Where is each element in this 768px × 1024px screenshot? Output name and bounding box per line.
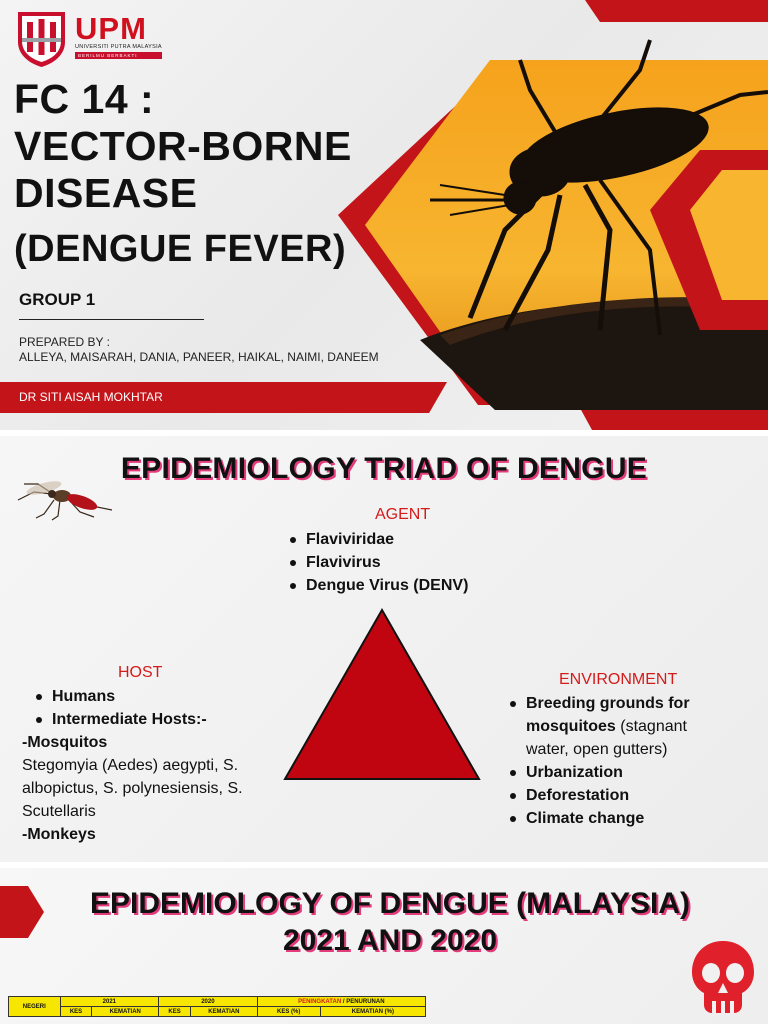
table-row bbox=[9, 1007, 426, 1017]
environment-label: ENVIRONMENT bbox=[559, 671, 678, 688]
mosquito-species: Stegomyia (Aedes) aegypti, S. albopictus, S. polynesiensis, S. Scutellaris bbox=[22, 757, 243, 820]
university-motto: BERILMU BERBAKTI bbox=[75, 52, 162, 59]
prepared-by-label: PREPARED BY : bbox=[19, 335, 110, 349]
triad-panel bbox=[0, 436, 768, 862]
cover-panel bbox=[0, 0, 768, 430]
year-2021-header: 2021 bbox=[60, 997, 159, 1007]
kematian-2021-header: KEMATIAN bbox=[92, 1007, 159, 1017]
lecturer-name: DR SITI AISAH MOKHTAR bbox=[19, 390, 163, 404]
table-row bbox=[9, 997, 426, 1007]
university-name: UNIVERSITI PUTRA MALAYSIA bbox=[75, 44, 162, 50]
malaysia-panel bbox=[0, 868, 768, 1024]
title-line-3: DISEASE bbox=[14, 170, 198, 216]
list-item: Dengue Virus (DENV) bbox=[286, 574, 468, 597]
skull-icon bbox=[690, 939, 756, 1015]
agent-label: AGENT bbox=[375, 506, 431, 523]
list-item: Humans bbox=[32, 685, 207, 708]
triad-triangle bbox=[282, 608, 482, 782]
list-item: Climate change bbox=[506, 807, 726, 830]
list-item bbox=[506, 692, 726, 761]
monkeys-heading: -Monkeys bbox=[22, 826, 96, 843]
breeding-grounds: Breeding grounds for mosquitoes bbox=[526, 695, 690, 735]
topic-subtitle: (DENGUE FEVER) bbox=[14, 228, 347, 270]
list-item: Deforestation bbox=[506, 784, 726, 807]
breeding-grounds-detail: (stagnant water, open gutters) bbox=[526, 718, 687, 758]
dengue-cases-table bbox=[8, 996, 426, 1017]
kes-2021-header: KES bbox=[60, 1007, 92, 1017]
group-label: GROUP 1 bbox=[19, 290, 96, 309]
upm-crest-icon bbox=[14, 8, 69, 68]
malaysia-title-line-1: EPIDEMIOLOGY OF DENGUE (MALAYSIA) bbox=[89, 887, 691, 920]
title-line-1: FC 14 : bbox=[14, 76, 155, 122]
year-2020-header: 2020 bbox=[159, 997, 258, 1007]
arrow-accent-icon bbox=[0, 886, 44, 938]
kes-pct-header: KES (%) bbox=[257, 1007, 320, 1017]
mosquitos-heading: -Mosquitos bbox=[22, 734, 108, 751]
list-item: Intermediate Hosts:- bbox=[32, 708, 207, 731]
course-title bbox=[14, 76, 352, 217]
list-item: Flavivirus bbox=[286, 551, 468, 574]
kematian-pct-header: KEMATIAN (%) bbox=[320, 1007, 425, 1017]
triad-title: EPIDEMIOLOGY TRIAD OF DENGUE bbox=[120, 452, 648, 485]
divider bbox=[19, 319, 204, 320]
host-list bbox=[32, 685, 207, 731]
kes-2020-header: KES bbox=[159, 1007, 191, 1017]
decrease-label: / PENURUNAN bbox=[341, 998, 385, 1005]
upm-wordmark: UPM bbox=[75, 11, 147, 46]
malaysia-title-line-2: 2021 AND 2020 bbox=[282, 924, 498, 957]
host-label: HOST bbox=[118, 664, 163, 681]
environment-list bbox=[506, 692, 726, 830]
increase-label: PENINGKATAN bbox=[298, 998, 342, 1005]
kematian-2020-header: KEMATIAN bbox=[191, 1007, 258, 1017]
prepared-by-names: ALLEYA, MAISARAH, DANIA, PANEER, HAIKAL, NAIMI, DANEEM bbox=[19, 350, 379, 364]
title-line-2: VECTOR-BORNE bbox=[14, 123, 352, 169]
host-details bbox=[22, 731, 272, 846]
list-item: Urbanization bbox=[506, 761, 726, 784]
upm-logo bbox=[14, 8, 162, 68]
change-header bbox=[257, 997, 425, 1007]
negeri-header: NEGERI bbox=[9, 997, 61, 1017]
malaysia-title bbox=[40, 885, 740, 959]
list-item: Flaviviridae bbox=[286, 528, 468, 551]
agent-list bbox=[286, 528, 468, 597]
